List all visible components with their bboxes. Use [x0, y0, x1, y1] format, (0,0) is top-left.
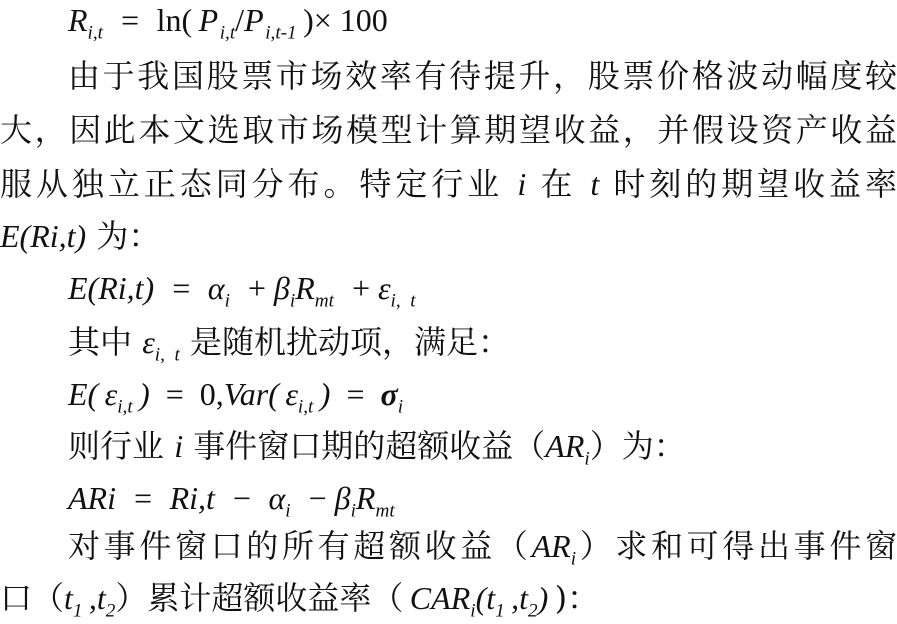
paragraph-line: 对事件窗口的所有超额收益$(AR_i)$求和可得出事件窗	[68, 527, 897, 570]
formula-condition: E( $\varepsilon_{i,t}$ ) = 0,Var( $\varepsilon_{i,t}$ ) = $\sigma_i$	[68, 376, 404, 418]
paragraph-line: 由于我国股票市场效率有待提升，股票价格波动幅度较	[68, 57, 897, 95]
paragraph-line: 其中 $\varepsilon_{i, t}$ 是随机扰动项，满足：	[68, 323, 511, 366]
paragraph-line: E(Ri,t) 为：	[0, 217, 161, 255]
paragraph-line: 大，因此本文选取市场模型计算期望收益，并假设资产收益	[0, 111, 897, 149]
paragraph-line: 口（$t_1$ $,t_2$）累计超额收益率（ $CAR_i(t_1$ $,t_2$) )：	[0, 579, 600, 622]
formula-expected-return: E(Ri,t) = $\alpha_i$ + $\beta_iR_{mt}$ + $\varepsilon_{i, t}$	[68, 270, 416, 312]
paragraph-line: 服从独立正态同分布。特定行业 i 在 t 时刻的期望收益率	[0, 165, 897, 203]
formula-return-var: R	[68, 2, 88, 38]
formula-abnormal-return: ARi = Ri,t − $\alpha_i$ − $\beta_iR_{mt}$	[68, 480, 395, 522]
formula-return: $R_{i,t}$ = ln( P $_{i,t}$/P $_{i,t-1}$ )× 100	[68, 2, 388, 44]
paragraph-line: 则行业 i 事件窗口期的超额收益$(AR_i)$为：	[68, 427, 686, 470]
